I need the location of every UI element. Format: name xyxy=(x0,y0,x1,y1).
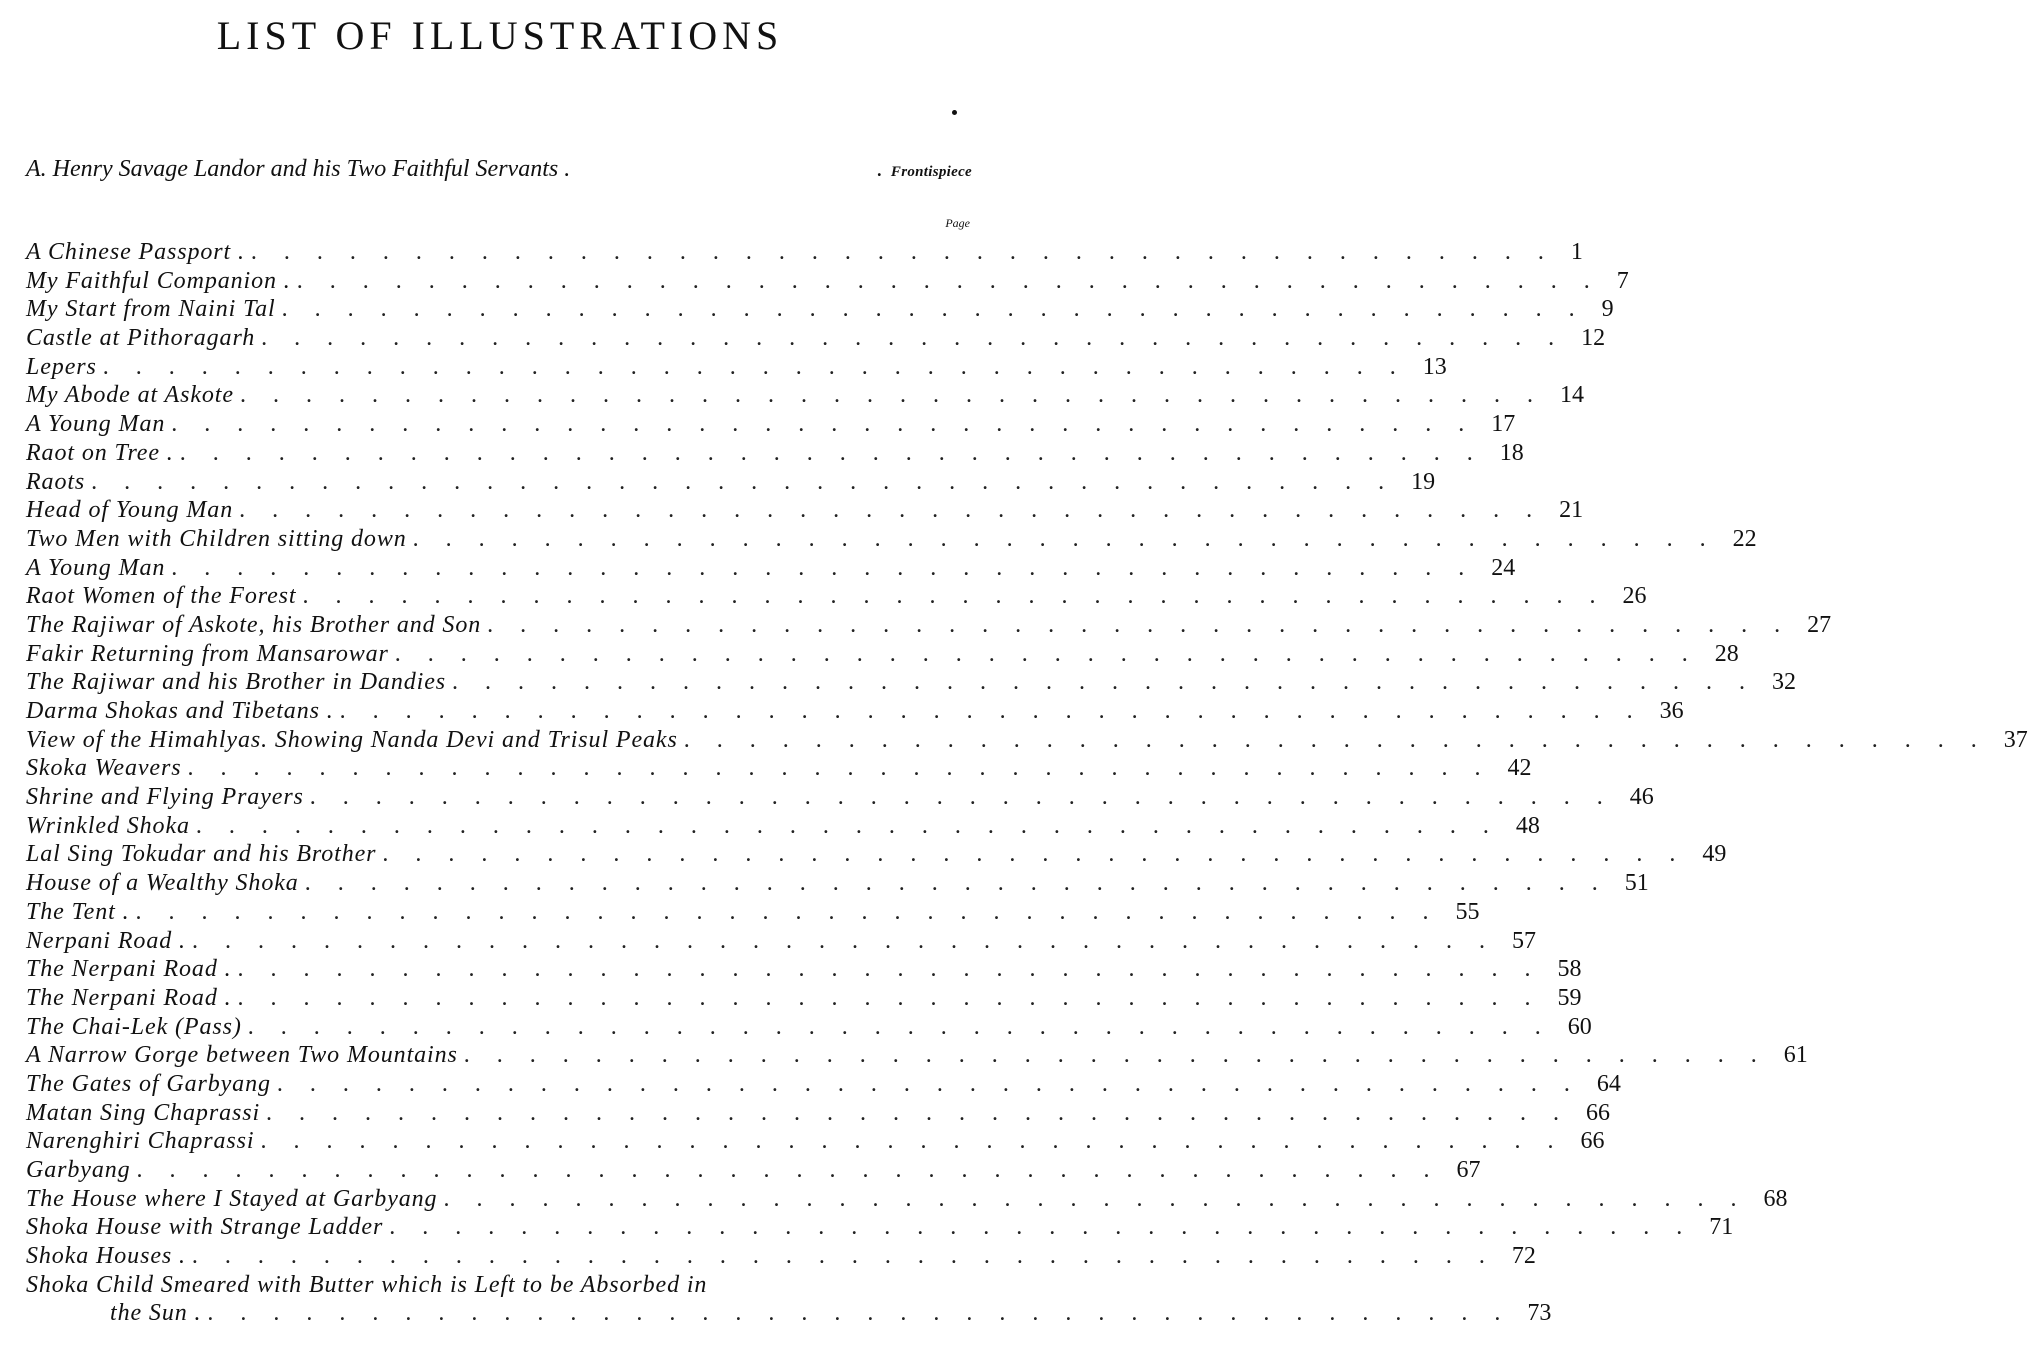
page-number: 73 xyxy=(1527,1300,1552,1327)
illustration-caption: House of a Wealthy Shoka xyxy=(26,870,299,897)
dot-leader: ........................................ xyxy=(412,525,1733,552)
dot-leader: ........................................ xyxy=(339,698,1660,724)
dot-leader: ........................................ xyxy=(394,640,1715,667)
dot-leader: ........................................ xyxy=(191,927,1512,954)
illustration-entry xyxy=(26,554,1516,583)
stray-ink-dot xyxy=(952,110,957,115)
page-number: 9 xyxy=(1601,296,1614,323)
illustration-entry xyxy=(26,1127,1605,1156)
dot-leader: ........................................ xyxy=(266,1099,1587,1126)
illustration-caption: the Sun . xyxy=(110,1300,202,1327)
dot-leader: ........................................ xyxy=(261,325,1582,352)
illustration-entry xyxy=(26,1242,1536,1271)
illustration-caption: Garbyang xyxy=(26,1157,131,1183)
page-number: 66 xyxy=(1580,1128,1605,1155)
illustration-entry xyxy=(26,295,1614,324)
dot-leader: ........................................ xyxy=(463,1042,1784,1069)
illustration-entry xyxy=(26,869,1649,898)
illustration-entry xyxy=(26,267,1629,296)
illustration-entry xyxy=(26,238,1583,267)
illustration-caption: The Rajiwar of Askote, his Brother and Son xyxy=(26,611,482,638)
illustration-entry xyxy=(26,468,1436,497)
illustration-entry xyxy=(26,840,1727,869)
dot-leader: ........................................ xyxy=(239,497,1560,524)
dot-leader: ........................................ xyxy=(237,984,1558,1011)
illustration-caption: Castle at Pithoragarh xyxy=(26,325,256,352)
illustration-entry xyxy=(26,898,1480,927)
frontispiece-dot: . xyxy=(876,156,883,182)
illustration-entry xyxy=(26,984,1582,1013)
page-number: 72 xyxy=(1511,1243,1536,1270)
page-number: 46 xyxy=(1629,784,1654,811)
illustration-entry xyxy=(26,754,1532,783)
illustration-caption: A Narrow Gorge between Two Mountains xyxy=(26,1042,458,1069)
illustration-caption: My Start from Naini Tal xyxy=(26,296,276,323)
illustration-caption: A Chinese Passport . xyxy=(26,239,245,265)
dot-leader: ........................................ xyxy=(195,812,1516,839)
page-number: 60 xyxy=(1567,1013,1592,1040)
dot-leader: ........................................ xyxy=(260,1128,1581,1155)
page-number: 42 xyxy=(1507,755,1532,782)
dot-leader: ........................................ xyxy=(191,1243,1512,1270)
illustration-entry xyxy=(26,410,1516,439)
dot-leader: ........................................ xyxy=(239,382,1560,409)
illustration-entry xyxy=(26,697,1684,726)
illustration-entry xyxy=(26,1271,970,1300)
illustration-entry xyxy=(26,582,1647,611)
illustration-caption: My Abode at Askote xyxy=(26,382,234,409)
illustration-caption: Narenghiri Chaprassi xyxy=(26,1128,255,1155)
page-number: 57 xyxy=(1511,927,1536,954)
illustration-entry xyxy=(26,496,1584,525)
illustration-entry xyxy=(26,955,1582,984)
illustration-caption: Lepers xyxy=(26,353,97,380)
dot-leader: ........................................ xyxy=(276,1070,1597,1097)
illustration-entry xyxy=(26,1041,1808,1070)
page-number: 12 xyxy=(1581,325,1606,352)
page-number: 61 xyxy=(1783,1042,1808,1069)
illustration-caption: View of the Himahlyas. Showing Nanda Devi and Trisul Peaks xyxy=(26,726,678,753)
illustration-caption: The Rajiwar and his Brother in Dandies xyxy=(26,669,446,696)
page-number: 28 xyxy=(1714,640,1739,667)
page-number: 14 xyxy=(1559,382,1584,409)
illustration-entry xyxy=(26,1185,1788,1214)
illustration-caption: The Nerpani Road . xyxy=(26,956,232,983)
illustration-entry xyxy=(26,1299,1552,1328)
dot-leader: ........................................ xyxy=(443,1185,1764,1212)
page-number: 37 xyxy=(2003,726,2028,753)
dot-leader: ........................................ xyxy=(382,841,1703,868)
illustration-entry xyxy=(26,812,1540,841)
page-number: 26 xyxy=(1622,583,1647,610)
dot-leader: ........................................ xyxy=(304,870,1625,897)
dot-leader: ........................................ xyxy=(250,239,1571,265)
illustration-entry xyxy=(26,1013,1592,1042)
illustration-entry xyxy=(26,1213,1734,1242)
page-number: 19 xyxy=(1411,468,1436,495)
illustration-entry xyxy=(26,1070,1621,1099)
dot-leader: ........................................ xyxy=(102,353,1423,380)
dot-leader: ........................................ xyxy=(91,468,1412,495)
illustration-caption: The Gates of Garbyang xyxy=(26,1070,271,1097)
page-number: 27 xyxy=(1807,611,1832,638)
page-number: 64 xyxy=(1596,1070,1621,1097)
dot-leader: ........................................ xyxy=(247,1013,1568,1040)
dot-leader: ........................................ xyxy=(171,554,1492,581)
page-number: 24 xyxy=(1491,554,1516,581)
illustration-entry xyxy=(26,1156,1481,1185)
page-number: 48 xyxy=(1515,812,1540,839)
dot-leader: ........................................ xyxy=(309,784,1630,811)
page-number: 66 xyxy=(1586,1099,1611,1126)
frontispiece-entry xyxy=(26,156,972,190)
page-number: 32 xyxy=(1771,669,1796,696)
page-number: 55 xyxy=(1455,898,1480,925)
illustration-caption: Two Men with Children sitting down xyxy=(26,525,407,552)
dot-leader: ........................................ xyxy=(179,439,1500,466)
page-number: 59 xyxy=(1557,984,1582,1011)
illustration-caption: Raot Women of the Forest xyxy=(26,583,297,610)
page-number: 13 xyxy=(1422,353,1447,380)
illustration-entry xyxy=(26,640,1739,669)
illustration-entry xyxy=(26,439,1524,468)
illustration-caption: A Young Man xyxy=(26,411,166,438)
page-number: 17 xyxy=(1491,411,1516,438)
dot-leader: ........................................ xyxy=(451,669,1772,696)
page-number: 71 xyxy=(1709,1214,1734,1241)
illustration-entry xyxy=(26,353,1447,382)
dot-leader: ........................................ xyxy=(487,611,1808,638)
illustration-entry xyxy=(26,668,1796,697)
illustration-caption: Shoka Child Smeared with Butter which is Left to be Absorbed in xyxy=(26,1271,708,1298)
dot-leader: ........................................ xyxy=(389,1214,1710,1241)
page-number: 18 xyxy=(1499,439,1524,466)
illustration-caption: Shrine and Flying Prayers xyxy=(26,784,304,811)
illustration-entry xyxy=(26,381,1584,410)
illustration-caption: Lal Sing Tokudar and his Brother xyxy=(26,841,377,868)
dot-leader: ........................................ xyxy=(302,583,1623,610)
illustration-entry xyxy=(26,726,2028,755)
illustration-entry xyxy=(26,927,1536,956)
illustration-entry xyxy=(26,783,1654,812)
illustration-caption: Fakir Returning from Mansarowar xyxy=(26,640,389,667)
dot-leader: ........................................ xyxy=(207,1300,1528,1327)
illustration-entry xyxy=(26,1099,1611,1128)
illustration-caption: Head of Young Man xyxy=(26,497,234,524)
page-number: 21 xyxy=(1559,497,1584,524)
illustration-list xyxy=(26,238,2028,1328)
frontispiece-label: Frontispiece xyxy=(890,164,972,180)
illustration-caption: Darma Shokas and Tibetans . xyxy=(26,698,334,724)
illustration-caption: Raot on Tree . xyxy=(26,439,174,466)
page-number: 67 xyxy=(1456,1157,1481,1183)
illustration-caption: The Nerpani Road . xyxy=(26,984,232,1011)
illustration-caption: Skoka Weavers xyxy=(26,755,182,782)
illustration-caption: A Young Man xyxy=(26,554,166,581)
dot-leader: ........................................ xyxy=(171,411,1492,438)
illustration-caption: My Faithful Companion . xyxy=(26,267,291,294)
illustration-entry xyxy=(26,324,1606,353)
illustration-entry xyxy=(26,611,1832,640)
illustration-caption: Matan Sing Chaprassi xyxy=(26,1099,261,1126)
illustration-caption: The Chai-Lek (Pass) xyxy=(26,1013,242,1040)
page-number: 51 xyxy=(1624,870,1649,897)
illustration-caption: The Tent . xyxy=(26,898,130,925)
dot-leader: ........................................ xyxy=(187,755,1508,782)
page-number: 7 xyxy=(1616,267,1629,294)
page-column-header: Page xyxy=(945,216,970,230)
dot-leader: ........................................ xyxy=(136,1157,1457,1183)
frontispiece-caption: A. Henry Savage Landor and his Two Faithful Servants . xyxy=(26,156,571,182)
illustration-caption: The House where I Stayed at Garbyang xyxy=(26,1185,438,1212)
dot-leader: ........................................ xyxy=(281,296,1602,323)
page-number: 1 xyxy=(1570,239,1583,265)
illustration-caption: Wrinkled Shoka xyxy=(26,812,190,839)
dot-leader: ........................................ xyxy=(237,956,1558,983)
illustration-caption: Raots xyxy=(26,468,86,495)
illustration-caption: Nerpani Road . xyxy=(26,927,186,954)
page-number: 22 xyxy=(1732,525,1757,552)
page-number: 49 xyxy=(1702,841,1727,868)
dot-leader: ........................................ xyxy=(683,726,2004,753)
page-number: 36 xyxy=(1659,698,1684,724)
illustration-caption: Shoka House with Strange Ladder xyxy=(26,1214,384,1241)
page-number: 58 xyxy=(1557,956,1582,983)
illustration-entry xyxy=(26,525,1757,554)
dot-leader: ........................................ xyxy=(296,267,1617,294)
dot-leader: ........................................ xyxy=(135,898,1456,925)
page-number: 68 xyxy=(1763,1185,1788,1212)
illustration-caption: Shoka Houses . xyxy=(26,1243,186,1270)
page-title: LIST OF ILLUSTRATIONS xyxy=(216,13,784,58)
